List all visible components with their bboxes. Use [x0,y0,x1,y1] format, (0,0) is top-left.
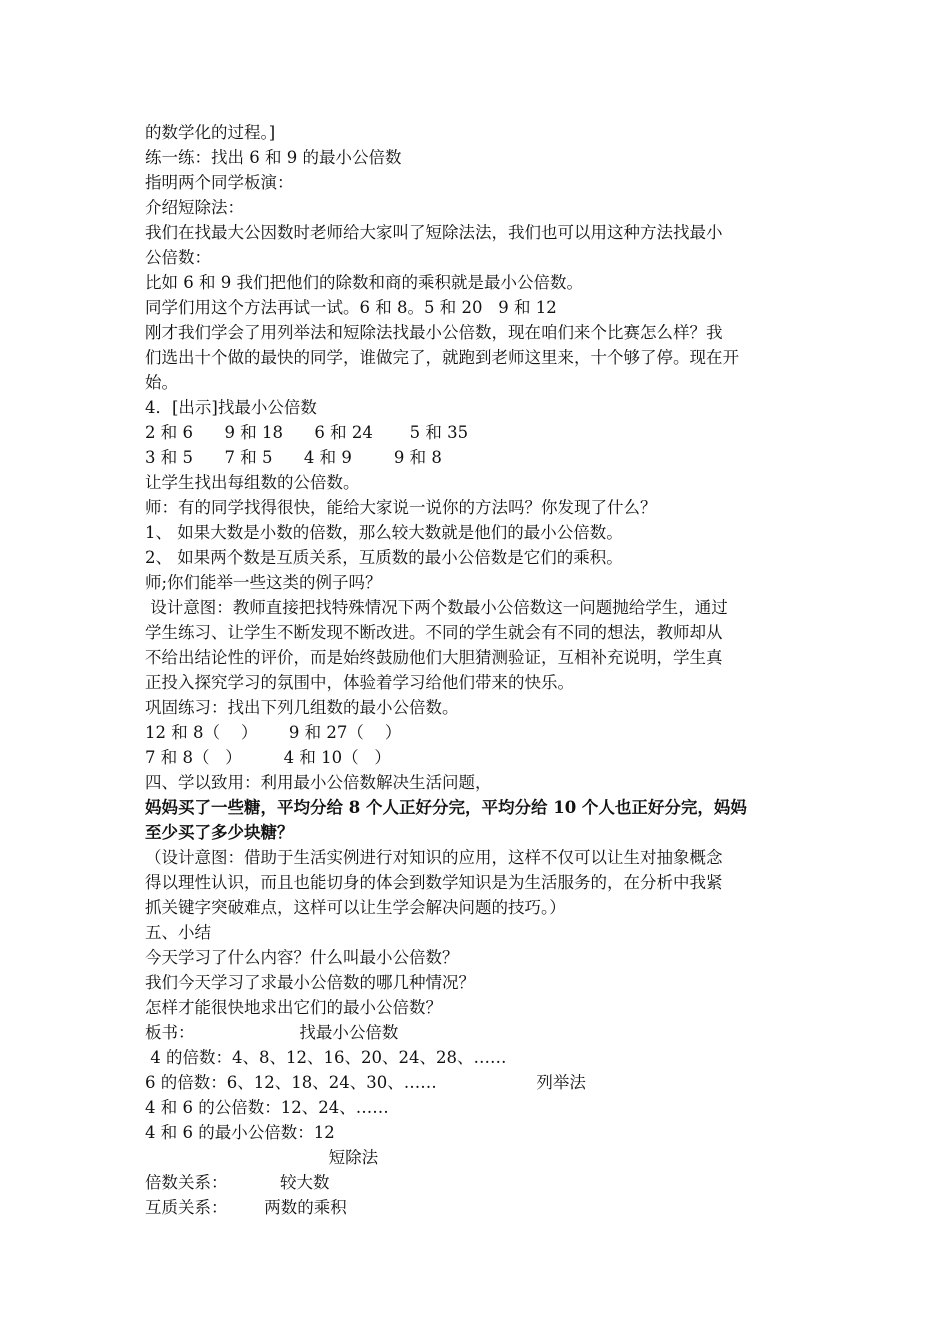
blackboard-line: 6 的倍数：6、12、18、24、30、…… 列举法 [145,1073,586,1092]
number-pairs-row: 2 和 6 9 和 18 6 和 24 5 和 35 [145,423,469,442]
word-problem: 至少买了多少块糖？ [145,823,294,842]
section-heading: 4．[出示]找最小公倍数 [145,398,317,417]
exercise-row: 7 和 8（ ） 4 和 10（ ） [145,748,391,767]
text-line: 我们在找最大公因数时老师给大家叫了短除法法，我们也可以用这种方法找最小 [145,223,723,242]
section-heading: 五、小结 [145,923,211,942]
blackboard-line: 互质关系： 两数的乘积 [145,1198,347,1217]
design-intent-text: 正投入探究学习的氛围中，体验着学习给他们带来的快乐。 [145,673,574,692]
exercise-row: 12 和 8（ ） 9 和 27（ ） [145,723,402,742]
design-intent-text: （设计意图：借助于生活实例进行对知识的应用，这样不仅可以让生对抽象概念 [145,848,723,867]
text-line: 让学生找出每组数的公倍数。 [145,473,360,492]
text-line: 巩固练习：找出下列几组数的最小公倍数。 [145,698,459,717]
text-line: 练一练：找出 6 和 9 的最小公倍数 [145,148,402,167]
blackboard-line: 倍数关系： 较大数 [145,1173,330,1192]
text-line: 指明两个同学板演： [145,173,294,192]
text-line: 介绍短除法： [145,198,244,217]
design-intent-text: 学生练习、让学生不断发现不断改进。不同的学生就会有不同的想法，教师却从 [145,623,723,642]
word-problem: 妈妈买了一些糖，平均分给 8 个人正好分完，平均分给 10 个人也正好分完，妈妈 [145,798,747,817]
text-line: 比如 6 和 9 我们把他们的除数和商的乘积就是最小公倍数。 [145,273,583,292]
design-intent-text: 得以理性认识，而且也能切身的体会到数学知识是为生活服务的，在分析中我紧 [145,873,723,892]
list-item: 1、 如果大数是小数的倍数，那么较大数就是他们的最小公倍数。 [145,523,623,542]
list-item: 2、 如果两个数是互质关系，互质数的最小公倍数是它们的乘积。 [145,548,623,567]
section-heading: 四、学以致用：利用最小公倍数解决生活问题， [145,773,492,792]
text-line: 师：有的同学找得很快，能给大家说一说你的方法吗？你发现了什么？ [145,498,657,517]
blackboard-line: 4 和 6 的公倍数：12、24、…… [145,1098,389,1117]
design-intent-text: 抓关键字突破难点，这样可以让生学会解决问题的技巧。） [145,898,566,917]
number-pairs-row: 3 和 5 7 和 5 4 和 9 9 和 8 [145,448,442,467]
text-line: 公倍数： [145,248,211,267]
blackboard-line: 4 和 6 的最小公倍数：12 [145,1123,335,1142]
text-line: 同学们用这个方法再试一试。6 和 8。5 和 20 9 和 12 [145,298,557,317]
text-line: 始。 [145,373,178,392]
blackboard-line: 短除法 [145,1148,379,1167]
text-line: 我们今天学习了求最小公倍数的哪几种情况？ [145,973,475,992]
text-line: 师;你们能举一些这类的例子吗？ [145,573,382,592]
text-line: 今天学习了什么内容？什么叫最小公倍数？ [145,948,459,967]
text-line: 们选出十个做的最快的同学，谁做完了，就跑到老师这里来，十个够了停。现在开 [145,348,739,367]
text-line: 怎样才能很快地求出它们的最小公倍数？ [145,998,442,1017]
blackboard-title: 板书： 找最小公倍数 [145,1023,399,1042]
design-intent-text: 设计意图：教师直接把找特殊情况下两个数最小公倍数这一问题抛给学生，通过 [145,598,728,617]
blackboard-line: 4 的倍数：4、8、12、16、20、24、28、…… [145,1048,507,1067]
text-line: 的数学化的过程。] [145,123,276,142]
text-line: 刚才我们学会了用列举法和短除法找最小公倍数，现在咱们来个比赛怎么样？我 [145,323,723,342]
design-intent-text: 不给出结论性的评价，而是始终鼓励他们大胆猜测验证，互相补充说明，学生真 [145,648,723,667]
